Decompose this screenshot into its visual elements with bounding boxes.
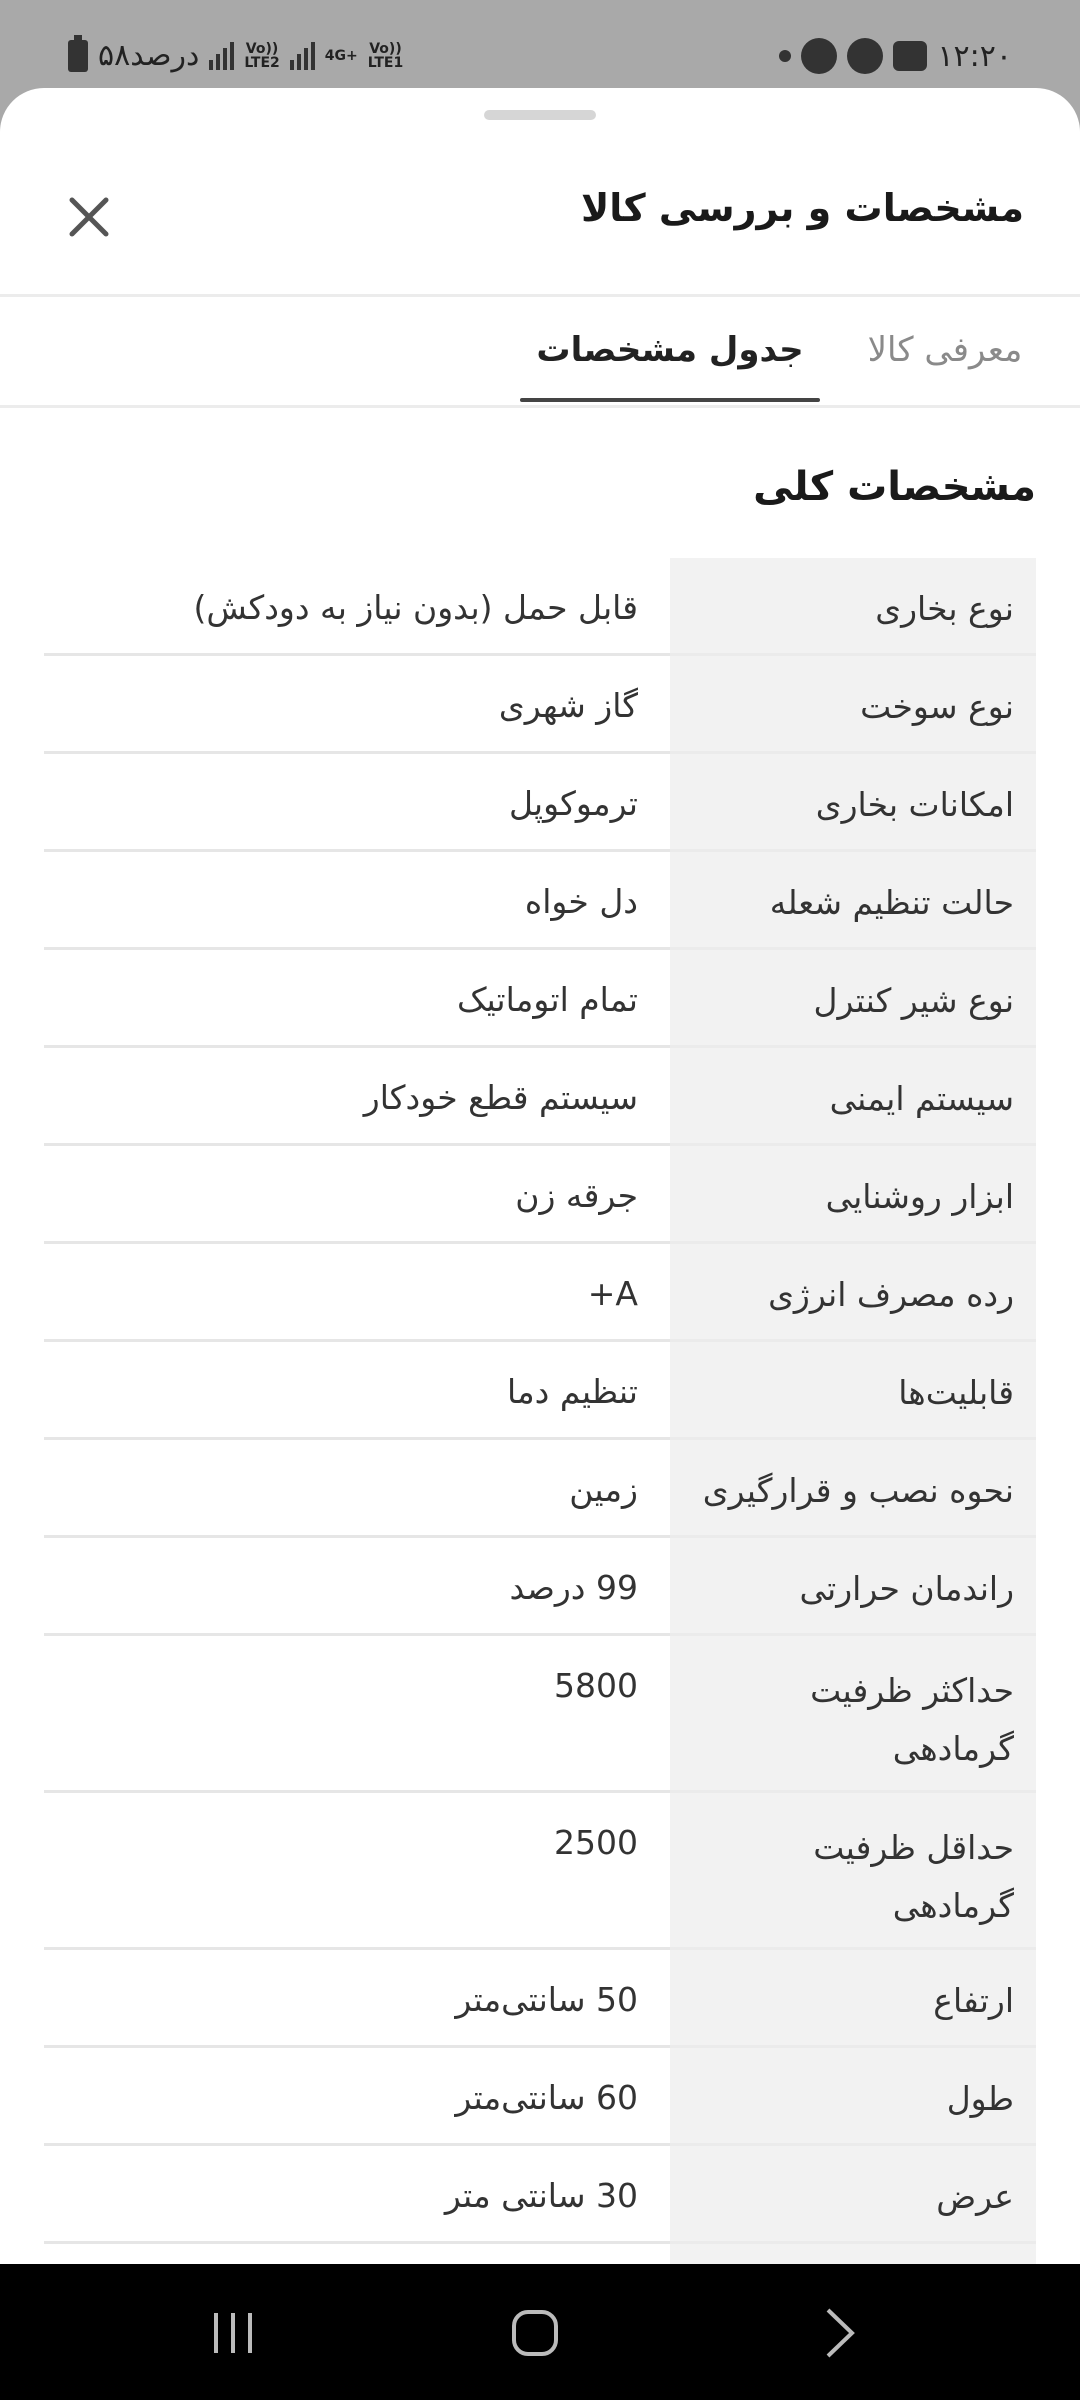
navigation-bar [0,2264,1080,2400]
table-row [44,1538,1036,1636]
active-tab-indicator [520,398,820,402]
spec-key [670,2244,1036,2264]
table-row [44,2048,1036,2146]
table-row [44,1950,1036,2048]
table-row [44,558,1036,656]
spec-value: 5800 [44,1636,670,1793]
spec-key: راندمان حرارتی [670,1538,1036,1636]
spec-value: 30 سانتی متر [44,2146,670,2244]
back-button[interactable] [804,2298,874,2368]
spec-value: زمین [44,1440,670,1538]
close-icon [64,192,114,242]
table-row [44,950,1036,1048]
spec-value: دل خواه [44,852,670,950]
home-button[interactable] [500,2298,570,2368]
table-row [44,1440,1036,1538]
table-row [44,656,1036,754]
network-tag: 4G+ [324,47,358,64]
sheet-title: مشخصات و بررسی کالا [580,186,1024,230]
bottom-sheet [0,88,1080,2264]
spec-value: ترموکوپل [44,754,670,852]
spec-key: قابلیت‌ها [670,1342,1036,1440]
spec-value: سیستم قطع خودکار [44,1048,670,1146]
battery-text: ۵۸درصد [98,38,200,73]
table-row [44,1793,1036,1950]
tab-specs[interactable]: جدول مشخصات [536,329,804,370]
spec-key: رده مصرف انرژی [670,1244,1036,1342]
table-row [44,2146,1036,2244]
whatsapp-icon [801,38,837,74]
home-icon [500,2298,570,2368]
spec-value: A+ [44,1244,670,1342]
recent-apps-button[interactable] [198,2298,268,2368]
table-row [44,1146,1036,1244]
spec-key: نوع سوخت [670,656,1036,754]
spec-value: جرقه زن [44,1146,670,1244]
spec-value: 99 درصد [44,1538,670,1636]
notification-dot-icon [779,50,791,62]
spec-key: حالت تنظیم شعله [670,852,1036,950]
spec-key: عرض [670,2146,1036,2244]
status-bar [0,0,1080,88]
spec-value [44,2244,670,2264]
spec-key: طول [670,2048,1036,2146]
spec-value: گاز شهری [44,656,670,754]
close-button[interactable] [64,192,114,242]
recent-apps-icon [198,2298,268,2368]
spec-key: امکانات بخاری [670,754,1036,852]
tabs-divider [0,405,1080,408]
spec-value: 50 سانتی‌متر [44,1950,670,2048]
tab-intro[interactable]: معرفی کالا [867,329,1023,370]
section-title: مشخصات کلی [753,464,1036,510]
table-row [44,1636,1036,1793]
back-icon [804,2298,874,2368]
table-row [44,754,1036,852]
spec-key: ابزار روشنایی [670,1146,1036,1244]
table-row [44,1048,1036,1146]
spec-key: نحوه نصب و قرارگیری [670,1440,1036,1538]
sim1-tag: Vo)) LTE1 [367,40,404,71]
spec-key: سیستم ایمنی [670,1048,1036,1146]
signal-icon [290,42,315,70]
spec-key: ارتفاع [670,1950,1036,2048]
spec-key: حداکثر ظرفیت گرمادهی [670,1636,1036,1793]
spec-value: تمام اتوماتیک [44,950,670,1048]
sim2-tag: Vo)) LTE2 [244,40,280,71]
spec-value: قابل حمل (بدون نیاز به دودکش) [44,558,670,656]
spec-value: تنظیم دما [44,1342,670,1440]
spec-value: 2500 [44,1793,670,1950]
table-row [44,1244,1036,1342]
battery-icon [68,40,88,72]
spec-key: حداقل ظرفیت گرمادهی [670,1793,1036,1950]
status-right [779,38,1012,74]
spec-key: نوع شیر کنترل [670,950,1036,1048]
spec-table [44,558,1036,2264]
tab-bar [0,297,1080,405]
table-row [44,1342,1036,1440]
gallery-icon [893,41,927,71]
table-row [44,2244,1036,2264]
spec-key: نوع بخاری [670,558,1036,656]
chat-icon [847,38,883,74]
table-row [44,852,1036,950]
spec-value: 60 سانتی‌متر [44,2048,670,2146]
clock: ۱۲:۲۰ [937,38,1012,74]
status-left [68,38,403,73]
signal-icon [209,42,234,70]
sheet-header [0,88,1080,294]
